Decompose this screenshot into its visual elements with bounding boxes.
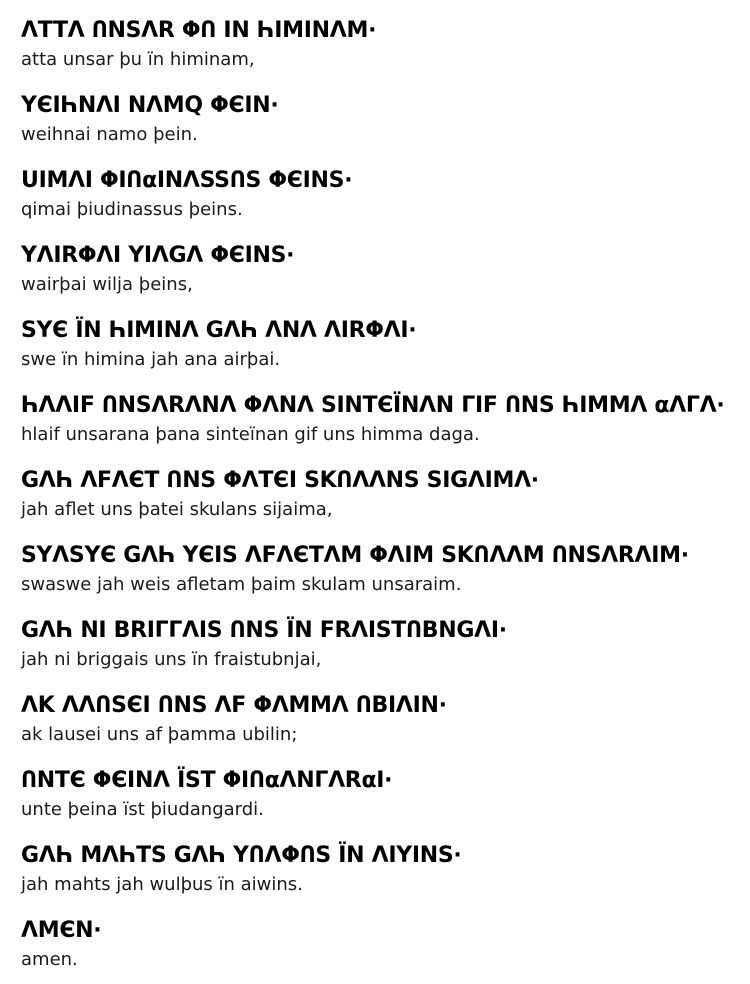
prayer-line: [21, 615, 744, 673]
gothic-script-line: GΛҺ MΛҺTS GΛҺ ΥՈΛΦՈS ÏN ΛIΥINS·: [21, 843, 462, 868]
transliteration-line: swe ïn himina jah ana airþai.: [21, 349, 281, 370]
transliteration-line: amen.: [21, 949, 78, 970]
prayer-line: [21, 690, 744, 748]
transliteration-line: jah ni briggais uns ïn fraistubnjai,: [21, 649, 322, 670]
prayer-line: [21, 315, 744, 373]
transliteration-line: swaswe jah weis afletam þaim skulam unsaraim.: [21, 574, 462, 595]
transliteration-line: hlaif unsarana þana sinteïnan gif uns himma daga.: [21, 424, 480, 445]
gothic-script-line: GΛҺ ΛFΛЄT ՈNS ΦΛTЄI SKՈΛΛNS SIGΛIMΛ·: [21, 468, 539, 493]
prayer-line: [21, 390, 744, 448]
transliteration-line: qimai þiudinassus þeins.: [21, 199, 243, 220]
transliteration-line: atta unsar þu ïn himinam,: [21, 49, 255, 70]
prayer-line: [21, 840, 744, 898]
prayer-line: [21, 465, 744, 523]
gothic-script-line: ΥΛIRΦΛI ΥIΛGΛ ΦЄINS·: [21, 243, 295, 268]
prayer-line: [21, 90, 744, 148]
transliteration-line: unte þeina ïst þiudangardi.: [21, 799, 264, 820]
gothic-script-line: SΥΛSΥЄ GΛҺ ΥЄIS ΛFΛЄTΛM ΦΛIM SKՈΛΛM ՈNSΛRΛIM·: [21, 543, 689, 568]
prayer-line: [21, 15, 744, 73]
transliteration-line: ak lausei uns af þamma ubilin;: [21, 724, 298, 745]
gothic-script-line: UIMΛI ΦIՈαINΛSSՈS ΦЄINS·: [21, 168, 353, 193]
transliteration-line: wairþai wilja þeins,: [21, 274, 193, 295]
transliteration-line: jah mahts jah wulþus ïn aiwins.: [21, 874, 303, 895]
gothic-script-line: ՈNTЄ ΦЄINΛ ÏST ΦIՈαΛNΓΛRαI·: [21, 768, 393, 793]
prayer-line: [21, 915, 744, 973]
transliteration-line: jah aflet uns þatei skulans sijaima,: [21, 499, 333, 520]
transliteration-line: weihnai namo þein.: [21, 124, 198, 145]
prayer-line: [21, 165, 744, 223]
gothic-script-line: ҺΛΛIF ՈNSΛRΛNΛ ΦΛNΛ SINTЄÏNΛN ΓIF ՈNS ҺIMMΛ αΛΓΛ·: [21, 393, 725, 418]
gothic-script-line: SΥЄ ÏN ҺIMINΛ GΛҺ ΛNΛ ΛIRΦΛI·: [21, 318, 417, 343]
gothic-script-line: GΛҺ NI BRIΓΓΛIS ՈNS ÏN FRΛISTՈBNGΛI·: [21, 618, 507, 643]
gothic-script-line: ΛMЄN·: [21, 918, 102, 943]
gothic-script-line: ΛK ΛΛՈSЄI ՈNS ΛF ΦΛMMΛ ՈBIΛIN·: [21, 693, 447, 718]
prayer-line: [21, 240, 744, 298]
prayer-line: [21, 765, 744, 823]
prayer-line: [21, 540, 744, 598]
gothic-script-line: ΥЄIҺNΛI NΛMQ ΦЄIN·: [21, 93, 279, 118]
gothic-script-line: ΛTTΛ ՈNSΛR ΦՈ IN ҺIMINΛM·: [21, 18, 377, 43]
